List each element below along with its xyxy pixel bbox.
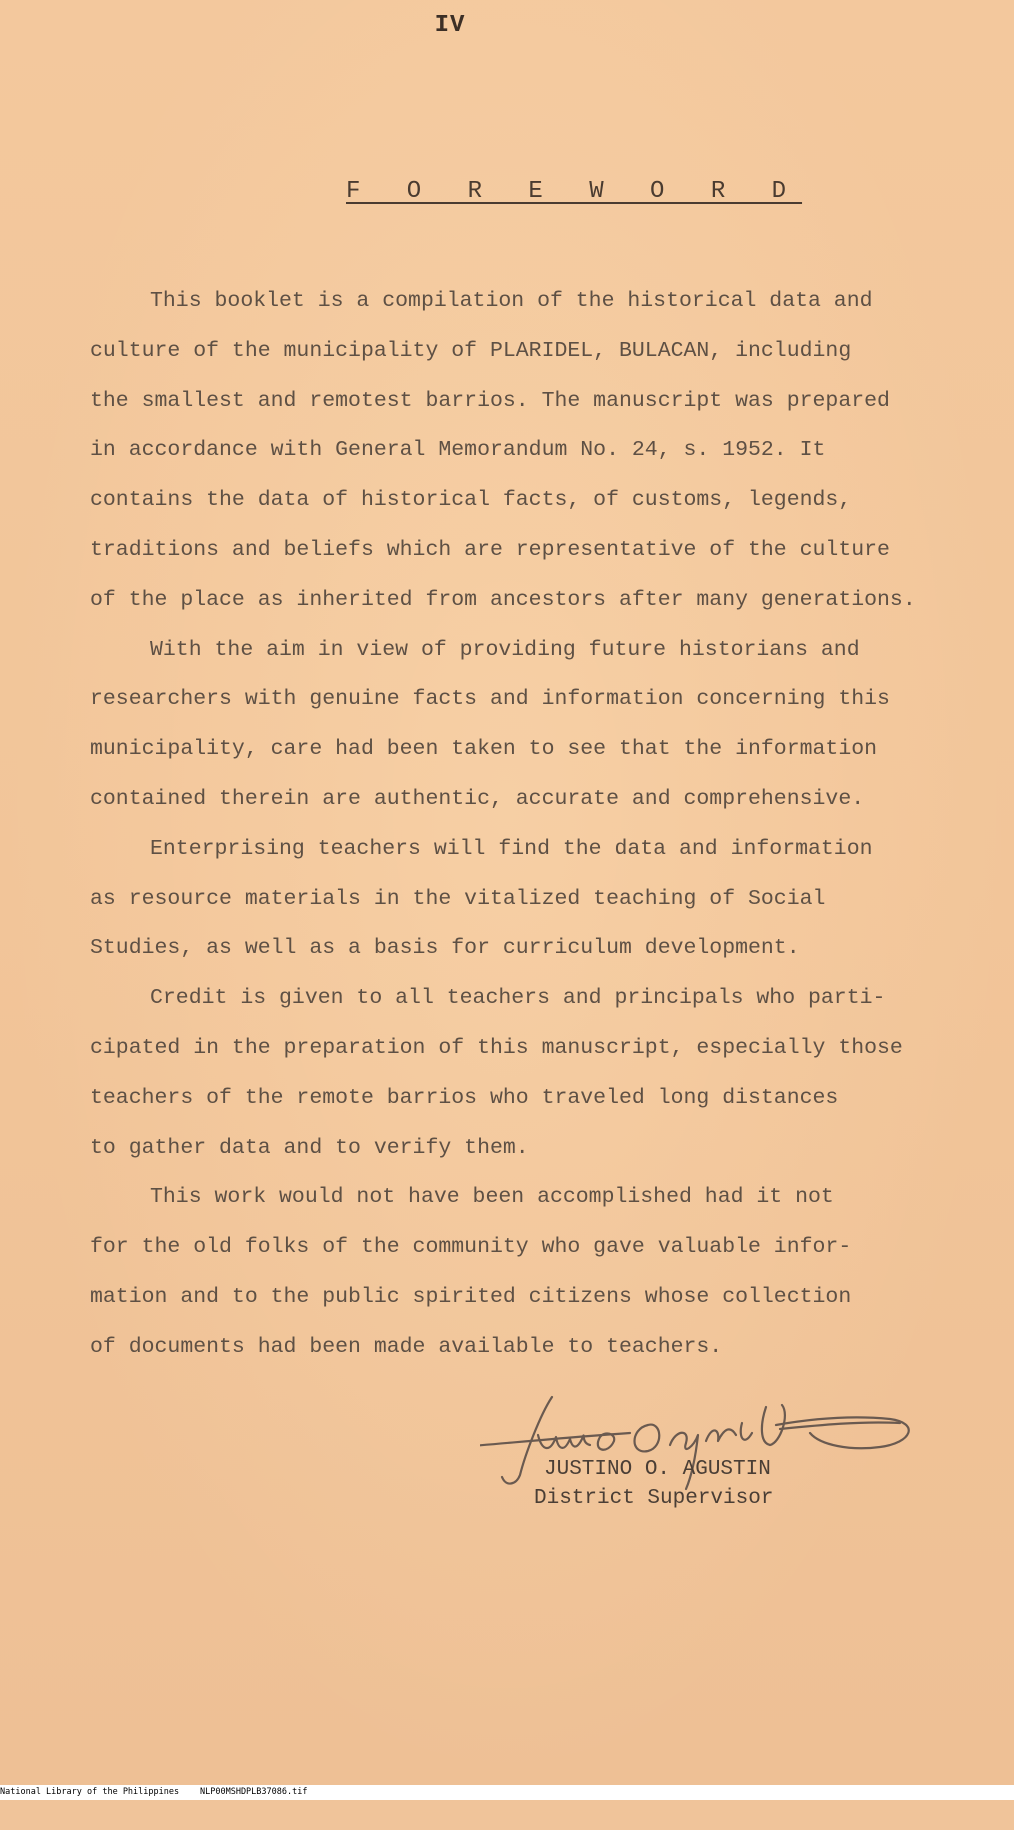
text-line: Enterprising teachers will find the data and information bbox=[150, 836, 873, 861]
text-line: This work would not have been accomplished had it not bbox=[150, 1185, 834, 1210]
page-title: F O R E W O R D bbox=[346, 178, 803, 205]
signer-name: JUSTINO O. AGUSTIN bbox=[544, 1458, 771, 1481]
foreword-body bbox=[90, 277, 916, 1373]
text-line: contains the data of historical facts, of customs, legends, bbox=[90, 488, 852, 513]
footer-library: National Library of the Philippines bbox=[0, 1787, 180, 1797]
text-line: culture of the municipality of PLARIDEL, BULACAN, including bbox=[90, 338, 852, 363]
text-line: municipality, care had been taken to see that the information bbox=[90, 737, 878, 762]
text-line: the smallest and remotest barrios. The manuscript was prepared bbox=[90, 388, 890, 413]
text-line: researchers with genuine facts and information concerning this bbox=[90, 687, 890, 712]
paragraph-1 bbox=[90, 277, 916, 626]
signer-title: District Supervisor bbox=[534, 1487, 774, 1510]
paragraph-2 bbox=[90, 626, 890, 825]
text-line: Credit is given to all teachers and principals who parti- bbox=[150, 986, 886, 1011]
text-line: for the old folks of the community who gave valuable infor- bbox=[90, 1235, 852, 1260]
paragraph-3 bbox=[90, 825, 890, 974]
page-number: IV bbox=[434, 12, 466, 39]
text-line: as resource materials in the vitalized teaching of Social bbox=[90, 886, 826, 911]
text-line: teachers of the remote barrios who traveled long distances bbox=[90, 1085, 839, 1110]
paragraph-4 bbox=[90, 974, 903, 1173]
text-line: mation and to the public spirited citizens whose collection bbox=[90, 1284, 852, 1309]
footer-file: NLP00MSHDPLB37086.tif bbox=[200, 1787, 308, 1797]
text-line: This booklet is a compilation of the historical data and bbox=[150, 289, 873, 313]
text-line: cipated in the preparation of this manuscript, especially those bbox=[90, 1035, 903, 1060]
paragraph-5 bbox=[90, 1173, 890, 1372]
text-line: in accordance with General Memorandum No. 24, s. 1952. It bbox=[90, 438, 826, 463]
text-line: With the aim in view of providing future historians and bbox=[150, 637, 860, 662]
text-line: Studies, as well as a basis for curriculum development. bbox=[90, 936, 800, 961]
archive-footer bbox=[0, 1785, 1014, 1800]
signature-block bbox=[480, 1385, 940, 1515]
text-line: traditions and beliefs which are representative of the culture bbox=[90, 537, 890, 562]
text-line: of the place as inherited from ancestors after many generations. bbox=[90, 587, 916, 612]
text-line: of documents had been made available to teachers. bbox=[90, 1334, 723, 1359]
text-line: to gather data and to verify them. bbox=[90, 1135, 529, 1160]
text-line: contained therein are authentic, accurate and comprehensive. bbox=[90, 786, 865, 811]
